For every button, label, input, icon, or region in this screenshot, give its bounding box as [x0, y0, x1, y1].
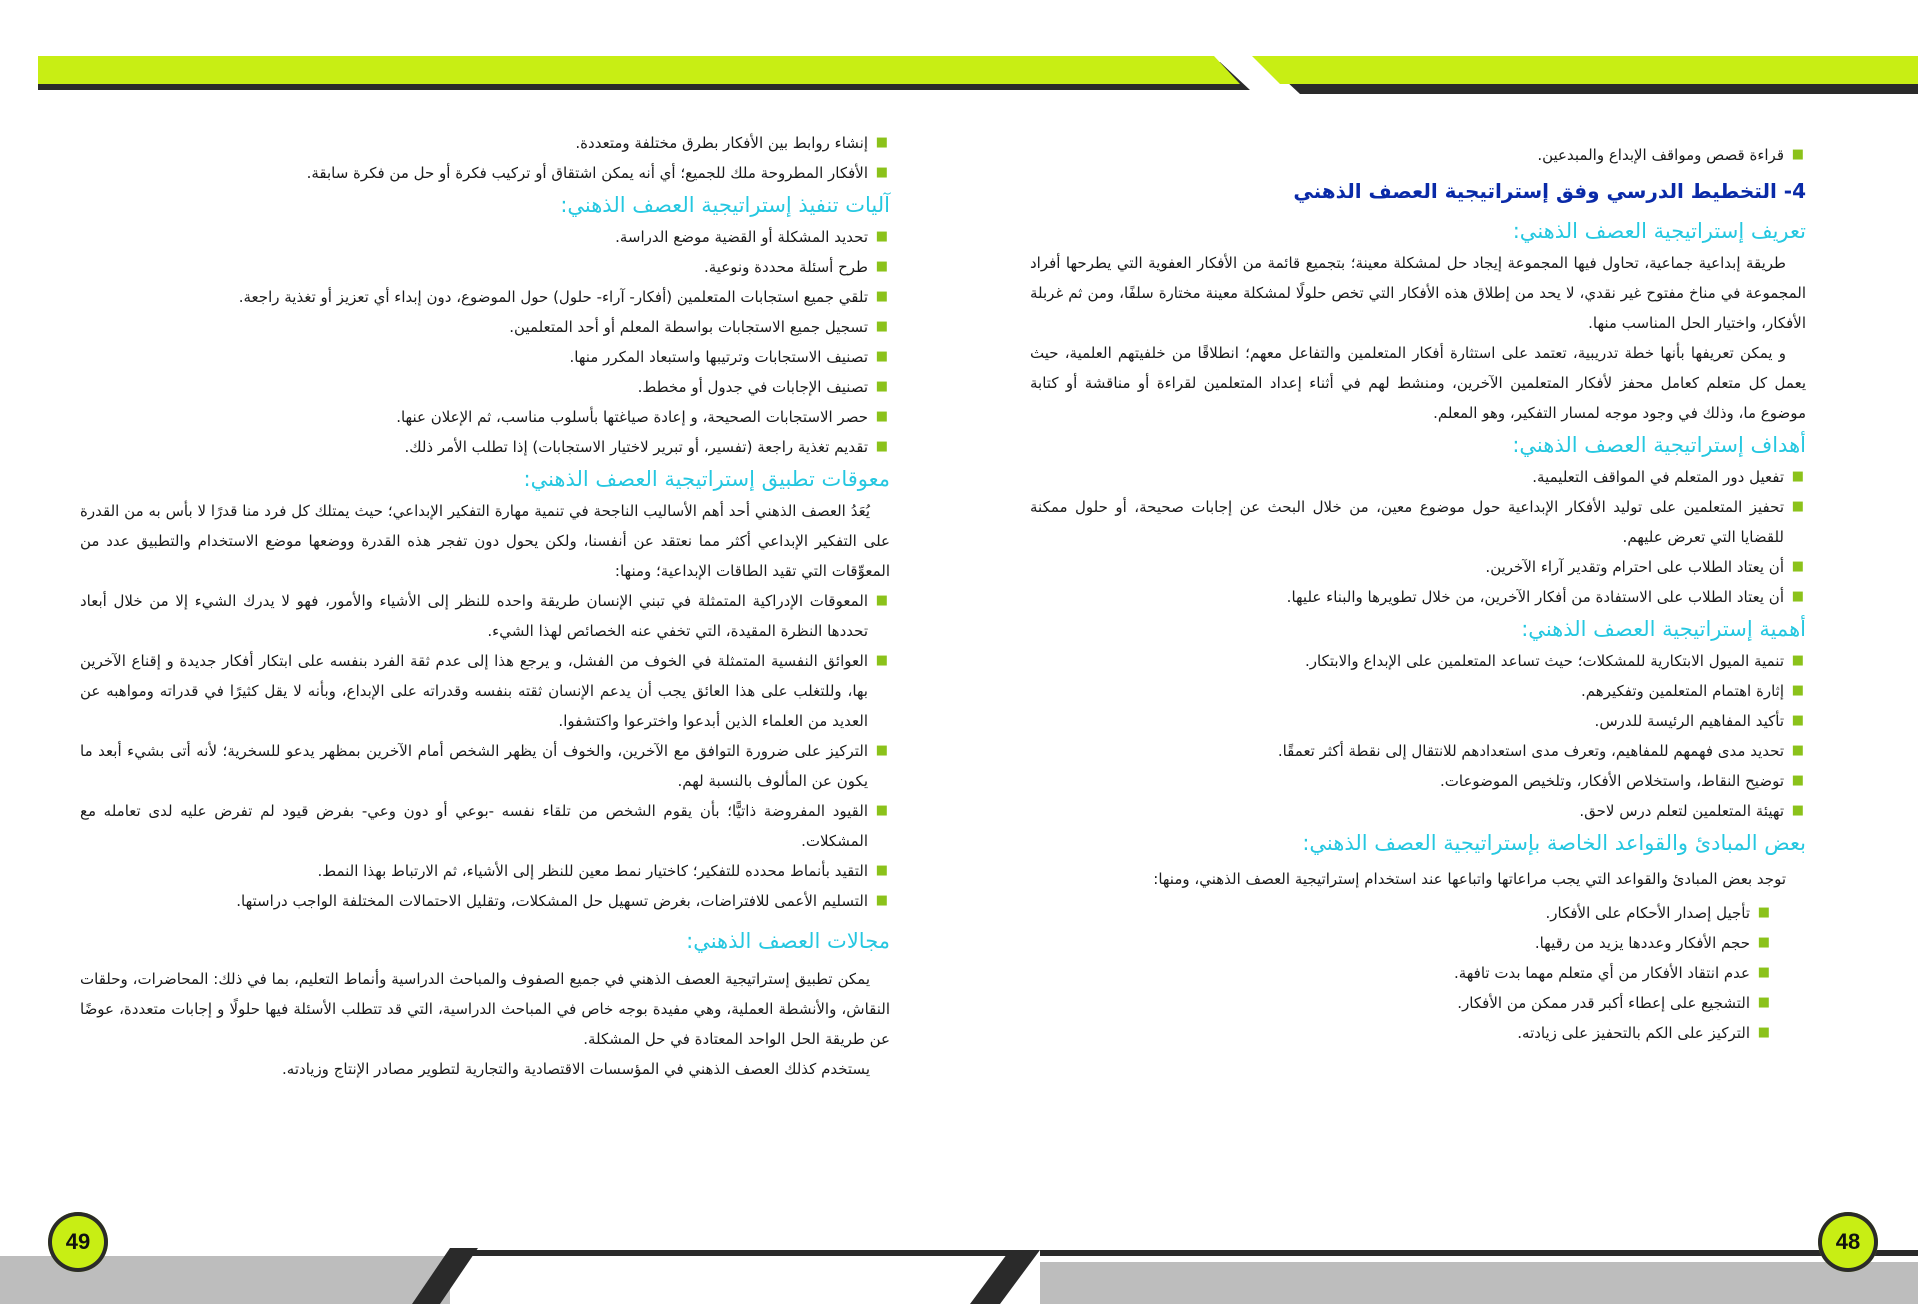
list-item: ■ تصنيف الإجابات في جدول أو مخطط. [80, 372, 890, 402]
importance-title: أهمية إستراتيجية العصف الذهني: [1521, 617, 1806, 641]
bottom-right-stripe [970, 1250, 1040, 1304]
square-bullet-icon: ■ [875, 259, 888, 274]
square-bullet-icon: ■ [875, 165, 888, 180]
list-item: ■ أن يعتاد الطلاب على الاستفادة من أفكار الآخرين، من خلال تطويرها والبناء عليها. [1030, 582, 1806, 612]
definition-paragraph-2: و يمكن تعريفها بأنها خطة تدريبية، تعتمد على استثارة أفكار المتعلمين والتفاعل معهم؛ انطلاقًا من خلفيتهم العلمية، حيث يعمل كل متعلم كعامل محفز لأفكار المتعلمين الآخرين، ومنشط لهم في أثناء إعداد المتعلمين لقراءة أو مناقشة أو كتابة موضوع ما، وذلك في وجود موجه لمسار التفكير، وهو المعلم. [1030, 344, 1806, 422]
list-item: ■ حجم الأفكار وعددها يزيد من رقيها. [1030, 928, 1772, 958]
square-bullet-icon: ■ [1791, 589, 1804, 604]
square-bullet-icon: ■ [1757, 935, 1770, 950]
list-item: ■ تأكيد المفاهيم الرئيسة للدرس. [1030, 706, 1806, 736]
mechanisms-list [80, 222, 890, 462]
list-item: ■ التركيز على الكم بالتحفيز على زيادته. [1030, 1018, 1772, 1048]
list-item: ■ تصنيف الاستجابات وترتيبها واستبعاد المكرر منها. [80, 342, 890, 372]
list-item: ■ تحديد مدى فهمهم للمفاهيم، وتعرف مدى استعدادهم للانتقال إلى نقطة أكثر تعمقًا. [1030, 736, 1806, 766]
list-item: ■ إثارة اهتمام المتعلمين وتفكيرهم. [1030, 676, 1806, 706]
square-bullet-icon: ■ [1791, 743, 1804, 758]
list-item: ■ تهيئة المتعلمين لتعلم درس لاحق. [1030, 796, 1806, 826]
square-bullet-icon: ■ [1791, 713, 1804, 728]
list-item: ■ تنمية الميول الابتكارية للمشكلات؛ حيث تساعد المتعلمين على الإبداع والابتكار. [1030, 646, 1806, 676]
list-item: ■ توضيح النقاط، واستخلاص الأفكار، وتلخيص الموضوعات. [1030, 766, 1806, 796]
list-item: ■ عدم انتقاد الأفكار من أي متعلم مهما بدت تافهة. [1030, 958, 1772, 988]
square-bullet-icon: ■ [875, 229, 888, 244]
obstacles-title: معوقات تطبيق إستراتيجية العصف الذهني: [523, 467, 890, 491]
principles-title: بعض المبادئ والقواعد الخاصة بإستراتيجية العصف الذهني: [1302, 831, 1806, 855]
page-number-right: 48 [1818, 1212, 1878, 1272]
list-item: ■ تسجيل جميع الاستجابات بواسطة المعلم أو أحد المتعلمين. [80, 312, 890, 342]
list-item: ■ القيود المفروضة ذاتيًّا؛ بأن يقوم الشخص من تلقاء نفسه -بوعي أو دون وعي- بفرض قيود لم تفرض عليه لدى تعامله مع المشكلات. [80, 796, 890, 856]
list-item: ■ المعوقات الإدراكية المتمثلة في تبني الإنسان طريقة واحده للنظر إلى الأشياء والأمور، فهو لا يدرك الشيء إلا من خلال أبعاد تحددها النظرة المقيدة، التي تخفي عنه الخصائص لهذا الشيء. [80, 586, 890, 646]
bottom-left-line [470, 1250, 1010, 1256]
square-bullet-icon: ■ [875, 593, 888, 608]
left-intro-list [80, 128, 890, 188]
square-bullet-icon: ■ [875, 349, 888, 364]
square-bullet-icon: ■ [1791, 803, 1804, 818]
right-page-content [1030, 140, 1806, 1048]
list-item: ■ الأفكار المطروحة ملك للجميع؛ أي أنه يمكن اشتقاق أو تركيب فكرة أو حل من فكرة سابقة. [80, 158, 890, 188]
bottom-right-line [1040, 1250, 1918, 1256]
obstacles-list [80, 586, 890, 916]
square-bullet-icon: ■ [1757, 965, 1770, 980]
square-bullet-icon: ■ [875, 439, 888, 454]
obstacles-paragraph: يُعَدُ العصف الذهني أحد أهم الأساليب الناجحة في تنمية مهارة التفكير الإبداعي؛ حيث يمتلك كل فرد منا قدرًا لا بأس به من القدرة على التفكير الإبداعي أكثر مما نعتقد عن أنفسنا، ولكن يحول دون تفجر هذه القدرة ووضعها موضع الاستخدام والتطبيق عدد من المعوِّقات التي تقيد الطاقات الإبداعية؛ ومنها: [80, 502, 890, 580]
principles-paragraph: توجد بعض المبادئ والقواعد التي يجب مراعاتها واتباعها عند استخدام إستراتيجية العصف الذهني، ومنها: [1153, 870, 1786, 888]
fields-paragraph-2: يستخدم كذلك العصف الذهني في المؤسسات الاقتصادية والتجارية لتطوير مصادر الإنتاج وزيادته. [282, 1060, 870, 1078]
top-bar-left [38, 56, 1240, 84]
section-heading: 4- التخطيط الدرسي وفق إستراتيجية العصف الذهني [1293, 179, 1806, 203]
list-item: ■ تفعيل دور المتعلم في المواقف التعليمية. [1030, 462, 1806, 492]
square-bullet-icon: ■ [1757, 995, 1770, 1010]
square-bullet-icon: ■ [1791, 683, 1804, 698]
square-bullet-icon: ■ [1757, 905, 1770, 920]
page-number-left: 49 [48, 1212, 108, 1272]
top-decorative-bar [0, 0, 1918, 100]
square-bullet-icon: ■ [1791, 653, 1804, 668]
square-bullet-icon: ■ [875, 893, 888, 908]
list-item: ■ التشجيع على إعطاء أكبر قدر ممكن من الأفكار. [1030, 988, 1772, 1018]
list-item: ■ العوائق النفسية المتمثلة في الخوف من الفشل، و يرجع هذا إلى عدم ثقة الفرد بنفسه على ابتكار أفكار جديدة و إقناع الآخرين بها، وللتغلب على هذا العائق يجب أن يدعم الإنسان ثقته بنفسه وقدراته على الإبداع، وبأنه لا يقل كثيرًا في قدراته ومواهبه عن العديد من العلماء الذين أبدعوا واخترعوا واكتشفوا. [80, 646, 890, 736]
square-bullet-icon: ■ [875, 653, 888, 668]
list-item: ■ إنشاء روابط بين الأفكار بطرق مختلفة ومتعددة. [80, 128, 890, 158]
definition-paragraph-1: طريقة إبداعية جماعية، تحاول فيها المجموعة إيجاد حل لمشكلة معينة؛ بتجميع قائمة من الأفكار العفوية التي يطرحها أفراد المجموعة في مناخ مفتوح غير نقدي، لا يحد من إطلاق هذه الأفكار التي تخص حلولًا لمشكلة معينة مختارة سلفًا، ومن ثم غربلة الأفكار، واختيار الحل المناسب منها. [1030, 254, 1806, 332]
square-bullet-icon: ■ [875, 379, 888, 394]
list-item: ■ تلقي جميع استجابات المتعلمين (أفكار- آراء- حلول) حول الموضوع، دون إبداء أي تعزيز أو تغذية راجعة. [80, 282, 890, 312]
square-bullet-icon: ■ [875, 743, 888, 758]
definition-title: تعريف إستراتيجية العصف الذهني: [1512, 219, 1806, 243]
square-bullet-icon: ■ [875, 863, 888, 878]
square-bullet-icon: ■ [875, 135, 888, 150]
square-bullet-icon: ■ [1791, 499, 1804, 514]
fields-title: مجالات العصف الذهني: [686, 929, 890, 953]
left-page-content [80, 128, 890, 1084]
square-bullet-icon: ■ [1791, 559, 1804, 574]
principles-list [1030, 898, 1806, 1048]
list-item: ■ طرح أسئلة محددة ونوعية. [80, 252, 890, 282]
list-item: ■ التركيز على ضرورة التوافق مع الآخرين، والخوف أن يظهر الشخص أمام الآخرين بمظهر يدعو للسخرية؛ لأنه أتى بشيء أبعد ما يكون عن المألوف بالنسبة لهم. [80, 736, 890, 796]
square-bullet-icon: ■ [1791, 147, 1804, 162]
importance-list [1030, 646, 1806, 826]
bottom-decorative-bar [0, 1240, 1918, 1304]
list-item: ■ تحديد المشكلة أو القضية موضع الدراسة. [80, 222, 890, 252]
list-item: ■ التسليم الأعمى للافتراضات، بغرض تسهيل حل المشكلات، وتقليل الاحتمالات المختلفة الواجب دراستها. [80, 886, 890, 916]
list-item: ■ أن يعتاد الطلاب على احترام وتقدير آراء الآخرين. [1030, 552, 1806, 582]
square-bullet-icon: ■ [1757, 1025, 1770, 1040]
list-item: ■ تقديم تغذية راجعة (تفسير، أو تبرير لاختيار الاستجابات) إذا تطلب الأمر ذلك. [80, 432, 890, 462]
square-bullet-icon: ■ [875, 803, 888, 818]
bottom-right-gray-band [1040, 1262, 1918, 1304]
square-bullet-icon: ■ [875, 409, 888, 424]
list-item: ■ التقيد بأنماط محدده للتفكير؛ كاختيار نمط معين للنظر إلى الأشياء، ثم الارتباط بهذا النمط. [80, 856, 890, 886]
mechanisms-title: آليات تنفيذ إستراتيجية العصف الذهني: [560, 193, 890, 217]
list-item: ■ قراءة قصص ومواقف الإبداع والمبدعين. [1030, 140, 1806, 170]
fields-paragraph-1: يمكن تطبيق إستراتيجية العصف الذهني في جميع الصفوف والمباحث الدراسية وأنماط التعليم، بما في ذلك: المحاضرات، وحلقات النقاش، والأنشطة العملية، وهي مفيدة بوجه خاص في المباحث الدراسية، التي قد تتطلب الأسئلة فيها حلولًا و إجابات متعددة، عوضًا عن طريقة الحل الواحد المعتادة في حل المشكلة. [80, 970, 890, 1048]
top-bar-right [1252, 56, 1918, 84]
square-bullet-icon: ■ [1791, 469, 1804, 484]
square-bullet-icon: ■ [875, 289, 888, 304]
square-bullet-icon: ■ [1791, 773, 1804, 788]
goals-title: أهداف إستراتيجية العصف الذهني: [1512, 433, 1806, 457]
right-intro-list [1030, 140, 1806, 170]
list-item: ■ حصر الاستجابات الصحيحة، و إعادة صياغتها بأسلوب مناسب، ثم الإعلان عنها. [80, 402, 890, 432]
goals-list [1030, 462, 1806, 612]
list-item: ■ تحفيز المتعلمين على توليد الأفكار الإبداعية حول موضوع معين، من خلال البحث عن إجابات صحيحة، أو حلول ممكنة للقضايا التي تعرض عليهم. [1030, 492, 1806, 552]
list-item: ■ تأجيل إصدار الأحكام على الأفكار. [1030, 898, 1772, 928]
square-bullet-icon: ■ [875, 319, 888, 334]
